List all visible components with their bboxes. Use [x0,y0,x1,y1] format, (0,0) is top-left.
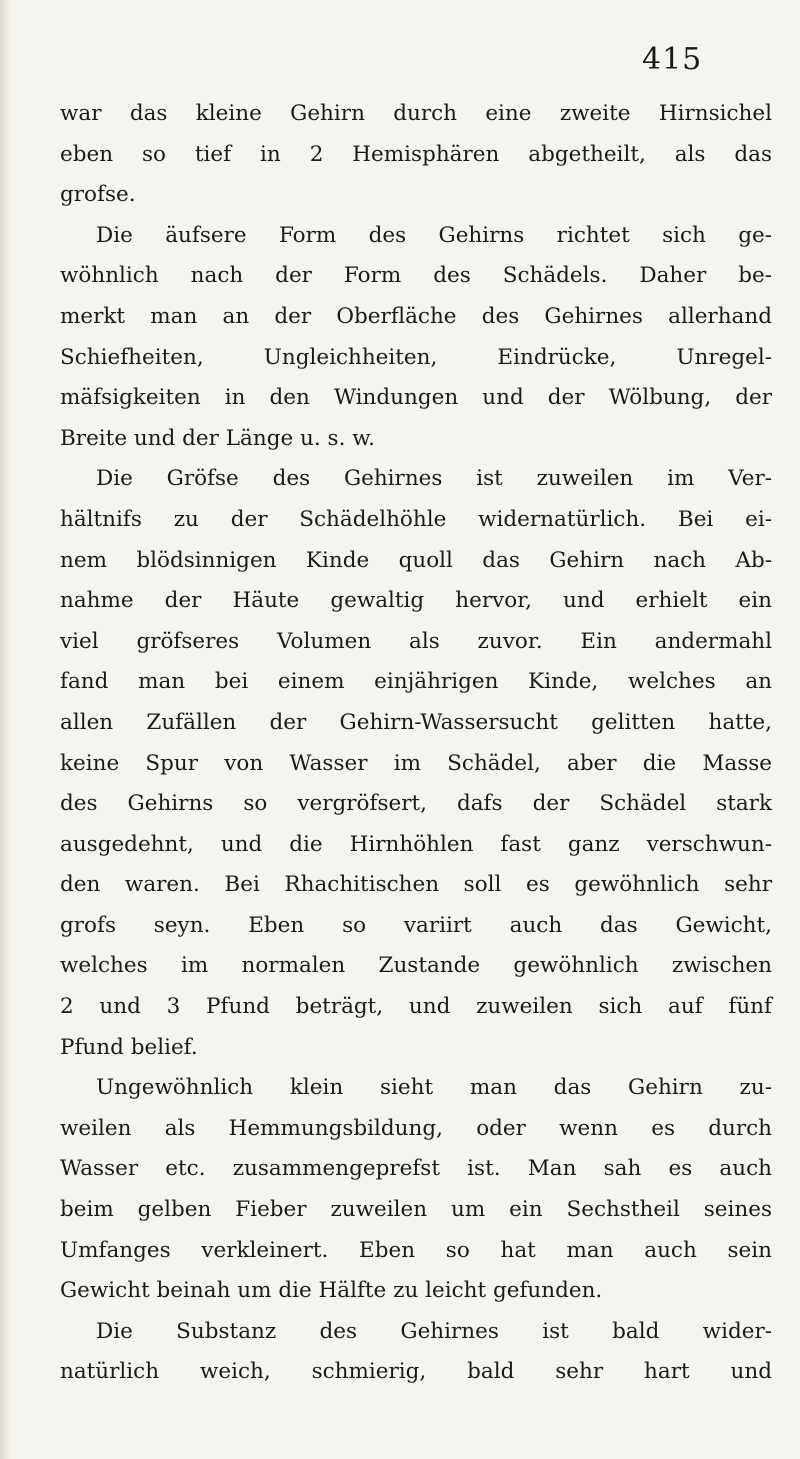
text-line: merkt man an der Oberfläche des Gehirnes allerhand [60,303,772,329]
text-line: des Gehirns so vergröfsert, dafs der Schädel stark [60,791,772,817]
text-line: hältnifs zu der Schädelhöhle widernatürlich. Bei ei- [60,506,772,532]
text-line: Umfanges verkleinert. Eben so hat man auch sein [60,1237,772,1263]
text-line: Schiefheiten, Ungleichheiten, Eindrücke, Unregel- [60,344,772,370]
text-line: 2 und 3 Pfund beträgt, und zuweilen sich auf fünf [60,994,772,1020]
text-line: eben so tief in 2 Hemisphären abgetheilt, als das [60,141,772,167]
text-line: den waren. Bei Rhachitischen soll es gewöhnlich sehr [60,872,772,898]
page-number: 415 [642,42,703,77]
text-line: war das kleine Gehirn durch eine zweite Hirnsichel [60,101,772,126]
text-line: nahme der Häute gewaltig hervor, und erhielt ein [60,588,772,614]
text-line: natürlich weich, schmierig, bald sehr hart und [60,1359,772,1385]
text-line: allen Zufällen der Gehirn-Wassersucht gelitten hatte, [60,709,772,735]
text-line: Die äufsere Form des Gehirns richtet sich ge- [96,222,772,248]
body-text [60,94,772,1393]
text-line: Ungewöhnlich klein sieht man das Gehirn zu- [96,1075,772,1101]
text-line: weilen als Hemmungsbildung, oder wenn es durch [60,1115,772,1141]
page-edge-shadow [0,0,10,1459]
text-line: grofs seyn. Eben so variirt auch das Gewicht, [60,912,772,938]
text-line: welches im normalen Zustande gewöhnlich zwischen [60,953,772,979]
text-line: viel gröfseres Volumen als zuvor. Ein andermahl [60,628,772,654]
text-line: nem blödsinnigen Kinde quoll das Gehirn nach Ab- [60,547,772,573]
text-line: ausgedehnt, und die Hirnhöhlen fast ganz verschwun- [60,831,772,857]
text-line: mäfsigkeiten in den Windungen und der Wölbung, der [60,385,772,411]
text-line: grofse. [60,182,136,208]
text-line: Pfund belief. [60,1034,198,1060]
text-line: keine Spur von Wasser im Schädel, aber die Masse [60,750,772,776]
text-line: Die Gröfse des Gehirnes ist zuweilen im Ver- [96,466,772,492]
text-line: Wasser etc. zusammengeprefst ist. Man sah es auch [60,1156,772,1182]
text-line: Die Substanz des Gehirnes ist bald wider- [96,1318,772,1344]
text-line: Gewicht beinah um die Hälfte zu leicht gefunden. [60,1278,603,1304]
text-line: Breite und der Länge u. s. w. [60,425,375,451]
text-line: beim gelben Fieber zuweilen um ein Sechstheil seines [60,1197,772,1223]
text-line: wöhnlich nach der Form des Schädels. Daher be- [60,263,772,289]
text-line: fand man bei einem einjährigen Kinde, welches an [60,669,772,695]
